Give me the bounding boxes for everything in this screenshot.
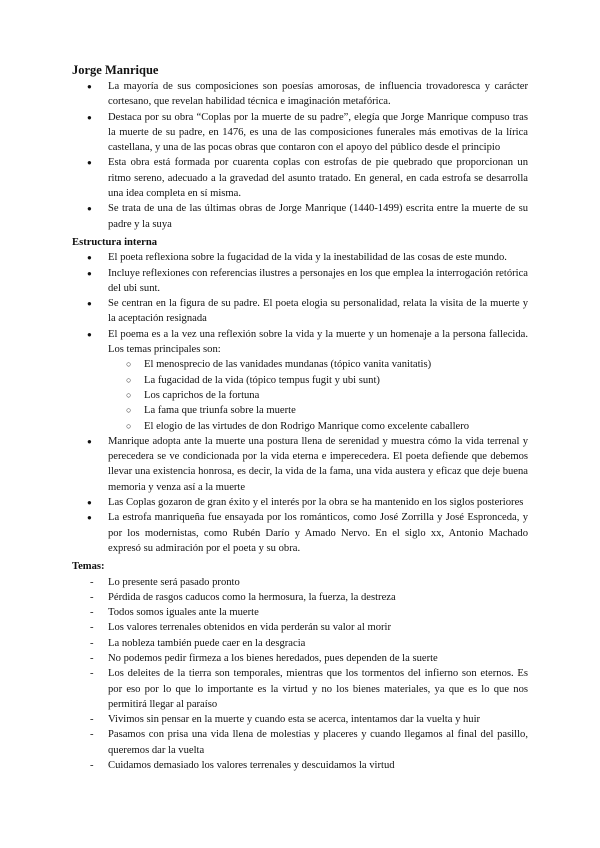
sublist-item: ○ El menosprecio de las vanidades mundanas (tópico vanita vanitatis) <box>108 357 528 372</box>
list-item: ● Las Coplas gozaron de gran éxito y el interés por la obra se ha mantenido en los siglos posteriores <box>72 495 528 510</box>
section-heading-temas: Temas: <box>72 561 105 573</box>
temas-principales-sublist <box>108 357 528 433</box>
temas-list <box>72 575 528 774</box>
list-item: ● Esta obra está formada por cuarenta coplas con estrofas de pie quebrado que proporcionan un ritmo sereno, adecuado a la gravedad del asunto tratado. En general, en cada estrofa se desarrolla una idea completa en sí misma. <box>72 155 528 201</box>
list-item-temas-principales <box>72 327 528 434</box>
sublist-item: ○ La fama que triunfa sobre la muerte <box>108 403 528 418</box>
list-item: ● Manrique adopta ante la muerte una postura llena de serenidad y muestra cómo la vida terrenal y perecedera se ve condicionada por la vida eterna e imperecedera. El poeta defiende que debemos llevar una existencia honrosa, es decir, la vida de la fama, una vida austera y eficaz que deje buena memoria y venza así a la muerte <box>72 434 528 495</box>
list-item: - Los valores terrenales obtenidos en vida perderán su valor al morir <box>72 620 528 635</box>
section-heading-estructura: Estructura interna <box>72 236 158 248</box>
list-item: - Cuidamos demasiado los valores terrenales y descuidamos la virtud <box>72 758 528 773</box>
list-item: - Pasamos con prisa una vida llena de molestias y placeres y cuando llegamos al final del pasillo, queremos dar la vuelta <box>72 727 528 758</box>
list-item: ● Se centran en la figura de su padre. El poeta elogia su personalidad, relata la visita de la muerte y la aceptación resignada <box>72 296 528 327</box>
list-item: - No podemos pedir firmeza a los bienes heredados, pues dependen de la suerte <box>72 651 528 666</box>
sublist-item: ○ La fugacidad de la vida (tópico tempus fugit y ubi sunt) <box>108 373 528 388</box>
estructura-list <box>72 250 528 556</box>
sublist-item: ○ Los caprichos de la fortuna <box>108 388 528 403</box>
intro-list <box>72 79 528 232</box>
sublist-item: ○ El elogio de las virtudes de don Rodrigo Manrique como excelente caballero <box>108 419 528 434</box>
list-item: - Los deleites de la tierra son temporales, mientras que los tormentos del infierno son eternos. Es por eso por lo que lo importante es la virtud y no los bienes materiales, ya que es lo que nos permitirá llegar al paraíso <box>72 666 528 712</box>
list-item: - La nobleza también puede caer en la desgracia <box>72 636 528 651</box>
list-item: - Vivimos sin pensar en la muerte y cuando esta se acerca, intentamos dar la vuelta y huir <box>72 712 528 727</box>
list-item: ● La estrofa manriqueña fue ensayada por los románticos, como José Zorrilla y José Espronceda, y por los modernistas, como Rubén Darío y Amado Nervo. En el siglo xx, Antonio Machado expresó su admiración por el poeta y su obra. <box>72 510 528 556</box>
list-item: - Pérdida de rasgos caducos como la hermosura, la fuerza, la destreza <box>72 590 528 605</box>
list-item: ● Incluye reflexiones con referencias ilustres a personajes en los que emplea la interrogación retórica del ubi sunt. <box>72 266 528 297</box>
list-item: ● El poeta reflexiona sobre la fugacidad de la vida y la inestabilidad de las cosas de este mundo. <box>72 250 528 265</box>
document-page <box>72 62 528 773</box>
list-item-text: El poema es a la vez una reflexión sobre la vida y la muerte y un homenaje a la persona fallecida. Los temas principales son: <box>108 328 528 356</box>
document-title: Jorge Manrique <box>72 63 159 77</box>
list-item: - Todos somos iguales ante la muerte <box>72 605 528 620</box>
list-item: ● Se trata de una de las últimas obras de Jorge Manrique (1440-1499) escrita entre la muerte de su padre y la suya <box>72 201 528 232</box>
list-item: ● Destaca por su obra “Coplas por la muerte de su padre”, elegía que Jorge Manrique compuso tras la muerte de su padre, en 1476, es una de las composiciones funerales más emotivas de la lírica castellana, y una de las pocas obras que contaron con el apoyo del público desde el principio <box>72 110 528 156</box>
list-item: - Lo presente será pasado pronto <box>72 575 528 590</box>
list-item: ● La mayoría de sus composiciones son poesías amorosas, de influencia trovadoresca y carácter cortesano, que revelan habilidad técnica e imaginación metafórica. <box>72 79 528 110</box>
